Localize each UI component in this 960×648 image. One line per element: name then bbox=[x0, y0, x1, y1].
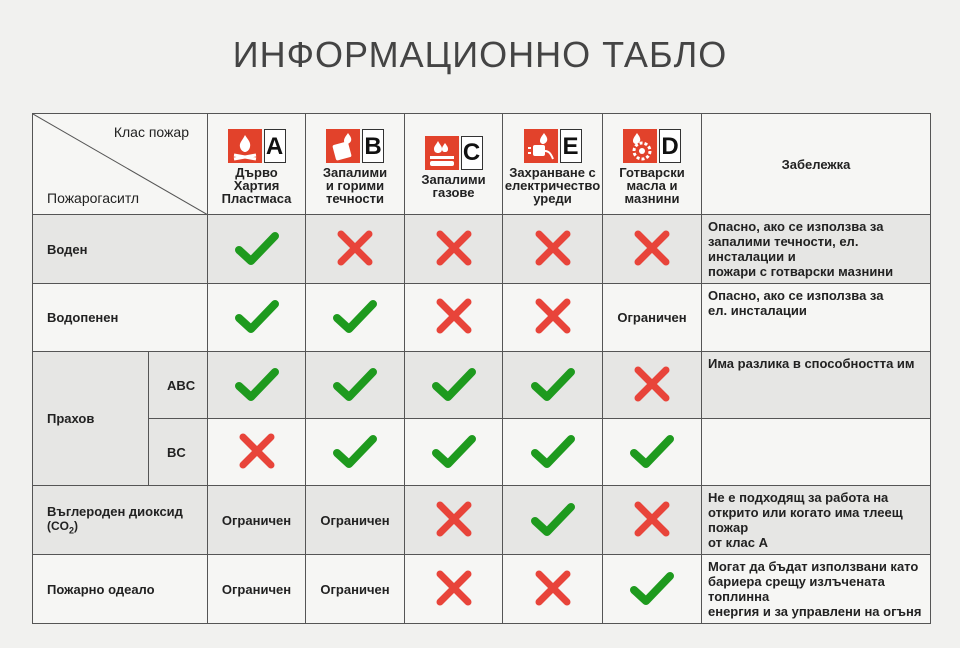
check-icon bbox=[333, 364, 377, 404]
suitable-cell bbox=[603, 555, 702, 624]
unsuitable-cell bbox=[405, 486, 503, 555]
limited-value: Ограничен bbox=[208, 486, 306, 555]
check-icon bbox=[333, 296, 377, 336]
check-icon bbox=[432, 431, 476, 471]
check-icon bbox=[432, 364, 476, 404]
check-icon bbox=[333, 431, 377, 471]
table-row bbox=[33, 486, 931, 555]
suitable-cell bbox=[503, 419, 603, 486]
fire-class-letter: C bbox=[461, 136, 483, 170]
remark-text: Опасно, ако се използва за bbox=[708, 219, 884, 234]
unsuitable-cell bbox=[208, 419, 306, 486]
fire-class-label: Клас пожар bbox=[113, 124, 189, 140]
check-icon bbox=[235, 228, 279, 268]
remark-text: Могат да бъдат използвани като bbox=[708, 559, 919, 574]
cross-icon bbox=[432, 296, 476, 336]
check-icon bbox=[531, 499, 575, 539]
table-row bbox=[33, 352, 931, 419]
fire-class-badge bbox=[208, 129, 305, 163]
unsuitable-cell bbox=[405, 555, 503, 624]
fire-class-description: Пластмаса bbox=[221, 191, 292, 206]
class-C-header bbox=[405, 114, 503, 215]
fire-class-badge bbox=[306, 129, 404, 163]
unsuitable-cell bbox=[603, 352, 702, 419]
suitable-cell bbox=[503, 352, 603, 419]
fire-class-description: мазнини bbox=[624, 191, 680, 206]
table-row bbox=[33, 284, 931, 352]
fire-class-letter: E bbox=[560, 129, 582, 163]
unsuitable-cell bbox=[603, 215, 702, 284]
fire-class-description: Дърво bbox=[235, 165, 278, 180]
class-B-header bbox=[306, 114, 405, 215]
cross-icon bbox=[432, 568, 476, 608]
burning-wood-icon bbox=[228, 129, 262, 163]
suitable-cell bbox=[405, 419, 503, 486]
remark-text: енергия и за управлени на огъня bbox=[708, 604, 922, 619]
remark-text: бариера срещу излъчената топлинна bbox=[708, 574, 885, 604]
suitable-cell bbox=[503, 486, 603, 555]
limited-value: Ограничен bbox=[306, 486, 405, 555]
remark-text: открито или когато има тлеещ пожар bbox=[708, 505, 903, 535]
fire-class-letter: B bbox=[362, 129, 384, 163]
fire-class-badge bbox=[603, 129, 701, 163]
cross-icon bbox=[531, 228, 575, 268]
check-icon bbox=[531, 364, 575, 404]
remark-cell bbox=[702, 215, 931, 284]
extinguisher-type: Прахов bbox=[33, 352, 149, 486]
fire-class-description: газове bbox=[432, 184, 475, 200]
remark-text: пожари с готварски мазнини bbox=[708, 264, 894, 279]
burning-gear-icon bbox=[623, 129, 657, 163]
remark-text: ел. инсталации bbox=[708, 303, 807, 318]
co2-label: Въглероден диоксид bbox=[47, 504, 183, 520]
extinguisher-type: Воден bbox=[33, 215, 208, 284]
powder-subtype: BC bbox=[149, 419, 208, 486]
co2-formula: $(CO_2)$ bbox=[47, 519, 79, 536]
cross-icon bbox=[333, 228, 377, 268]
fire-class-description: Запалими bbox=[421, 171, 486, 187]
extinguisher-label: Пожарогаситл bbox=[47, 190, 140, 206]
fire-class-badge bbox=[503, 129, 602, 163]
class-E-header bbox=[503, 114, 603, 215]
fire-class-description: уреди bbox=[533, 191, 572, 206]
class-A-header bbox=[208, 114, 306, 215]
fire-class-description: течности bbox=[325, 191, 385, 206]
fire-class-description: електричество bbox=[504, 178, 601, 193]
burning-canister-icon bbox=[326, 129, 360, 163]
unsuitable-cell bbox=[603, 486, 702, 555]
fire-class-letter: A bbox=[264, 129, 286, 163]
check-icon bbox=[630, 431, 674, 471]
burning-gas-icon bbox=[425, 136, 459, 170]
remark-text: Не е подходящ за работа на bbox=[708, 490, 889, 505]
powder-subtype: ABC bbox=[149, 352, 208, 419]
check-icon bbox=[531, 431, 575, 471]
cross-icon bbox=[531, 568, 575, 608]
table-row bbox=[33, 215, 931, 284]
fire-class-letter: D bbox=[659, 129, 681, 163]
suitable-cell bbox=[208, 215, 306, 284]
fire-class-description: Готварски bbox=[619, 165, 685, 180]
fire-class-badge bbox=[405, 136, 502, 170]
suitable-cell bbox=[405, 352, 503, 419]
burning-plug-icon bbox=[524, 129, 558, 163]
cross-icon bbox=[630, 228, 674, 268]
cross-icon bbox=[630, 499, 674, 539]
remark-text: запалими течности, ел. инсталации и bbox=[708, 234, 859, 264]
cross-icon bbox=[432, 499, 476, 539]
unsuitable-cell bbox=[503, 215, 603, 284]
remark-cell bbox=[702, 555, 931, 624]
table-row bbox=[33, 419, 931, 486]
suitable-cell bbox=[208, 284, 306, 352]
unsuitable-cell bbox=[405, 284, 503, 352]
table-row bbox=[33, 555, 931, 624]
fire-class-description: масла и bbox=[626, 178, 678, 193]
limited-value: Ограничен bbox=[603, 284, 702, 352]
unsuitable-cell bbox=[306, 215, 405, 284]
check-icon bbox=[235, 296, 279, 336]
unsuitable-cell bbox=[405, 215, 503, 284]
suitable-cell bbox=[306, 284, 405, 352]
page-title: ИНФОРМАЦИОННО ТАБЛО bbox=[232, 34, 728, 75]
remark-header: Забележка bbox=[702, 114, 931, 215]
fire-class-description: и горими bbox=[325, 178, 385, 193]
cross-icon bbox=[432, 228, 476, 268]
extinguisher-type: Пожарно одеало bbox=[33, 555, 208, 624]
remark-text: Опасно, ако се използва за bbox=[708, 288, 884, 303]
suitable-cell bbox=[208, 352, 306, 419]
remark-cell bbox=[702, 486, 931, 555]
remark-cell bbox=[702, 419, 931, 486]
cross-icon bbox=[531, 296, 575, 336]
suitable-cell bbox=[306, 352, 405, 419]
extinguisher-type bbox=[33, 486, 208, 555]
remark-cell bbox=[702, 352, 931, 419]
class-D-header bbox=[603, 114, 702, 215]
check-icon bbox=[235, 364, 279, 404]
check-icon bbox=[630, 568, 674, 608]
suitable-cell bbox=[306, 419, 405, 486]
suitable-cell bbox=[603, 419, 702, 486]
cross-icon bbox=[235, 431, 279, 471]
extinguisher-table bbox=[32, 113, 931, 624]
fire-class-description: Захранване с bbox=[509, 165, 596, 180]
limited-value: Ограничен bbox=[306, 555, 405, 624]
remark-cell bbox=[702, 284, 931, 352]
unsuitable-cell bbox=[503, 284, 603, 352]
remark-text: от клас А bbox=[708, 535, 768, 550]
extinguisher-type: Водопенен bbox=[33, 284, 208, 352]
header-corner bbox=[33, 114, 208, 215]
fire-class-description: Запалими bbox=[322, 165, 388, 180]
limited-value: Ограничен bbox=[208, 555, 306, 624]
remark-text: Има разлика в способността им bbox=[708, 356, 915, 371]
fire-class-description: Хартия bbox=[233, 178, 280, 193]
unsuitable-cell bbox=[503, 555, 603, 624]
cross-icon bbox=[630, 364, 674, 404]
